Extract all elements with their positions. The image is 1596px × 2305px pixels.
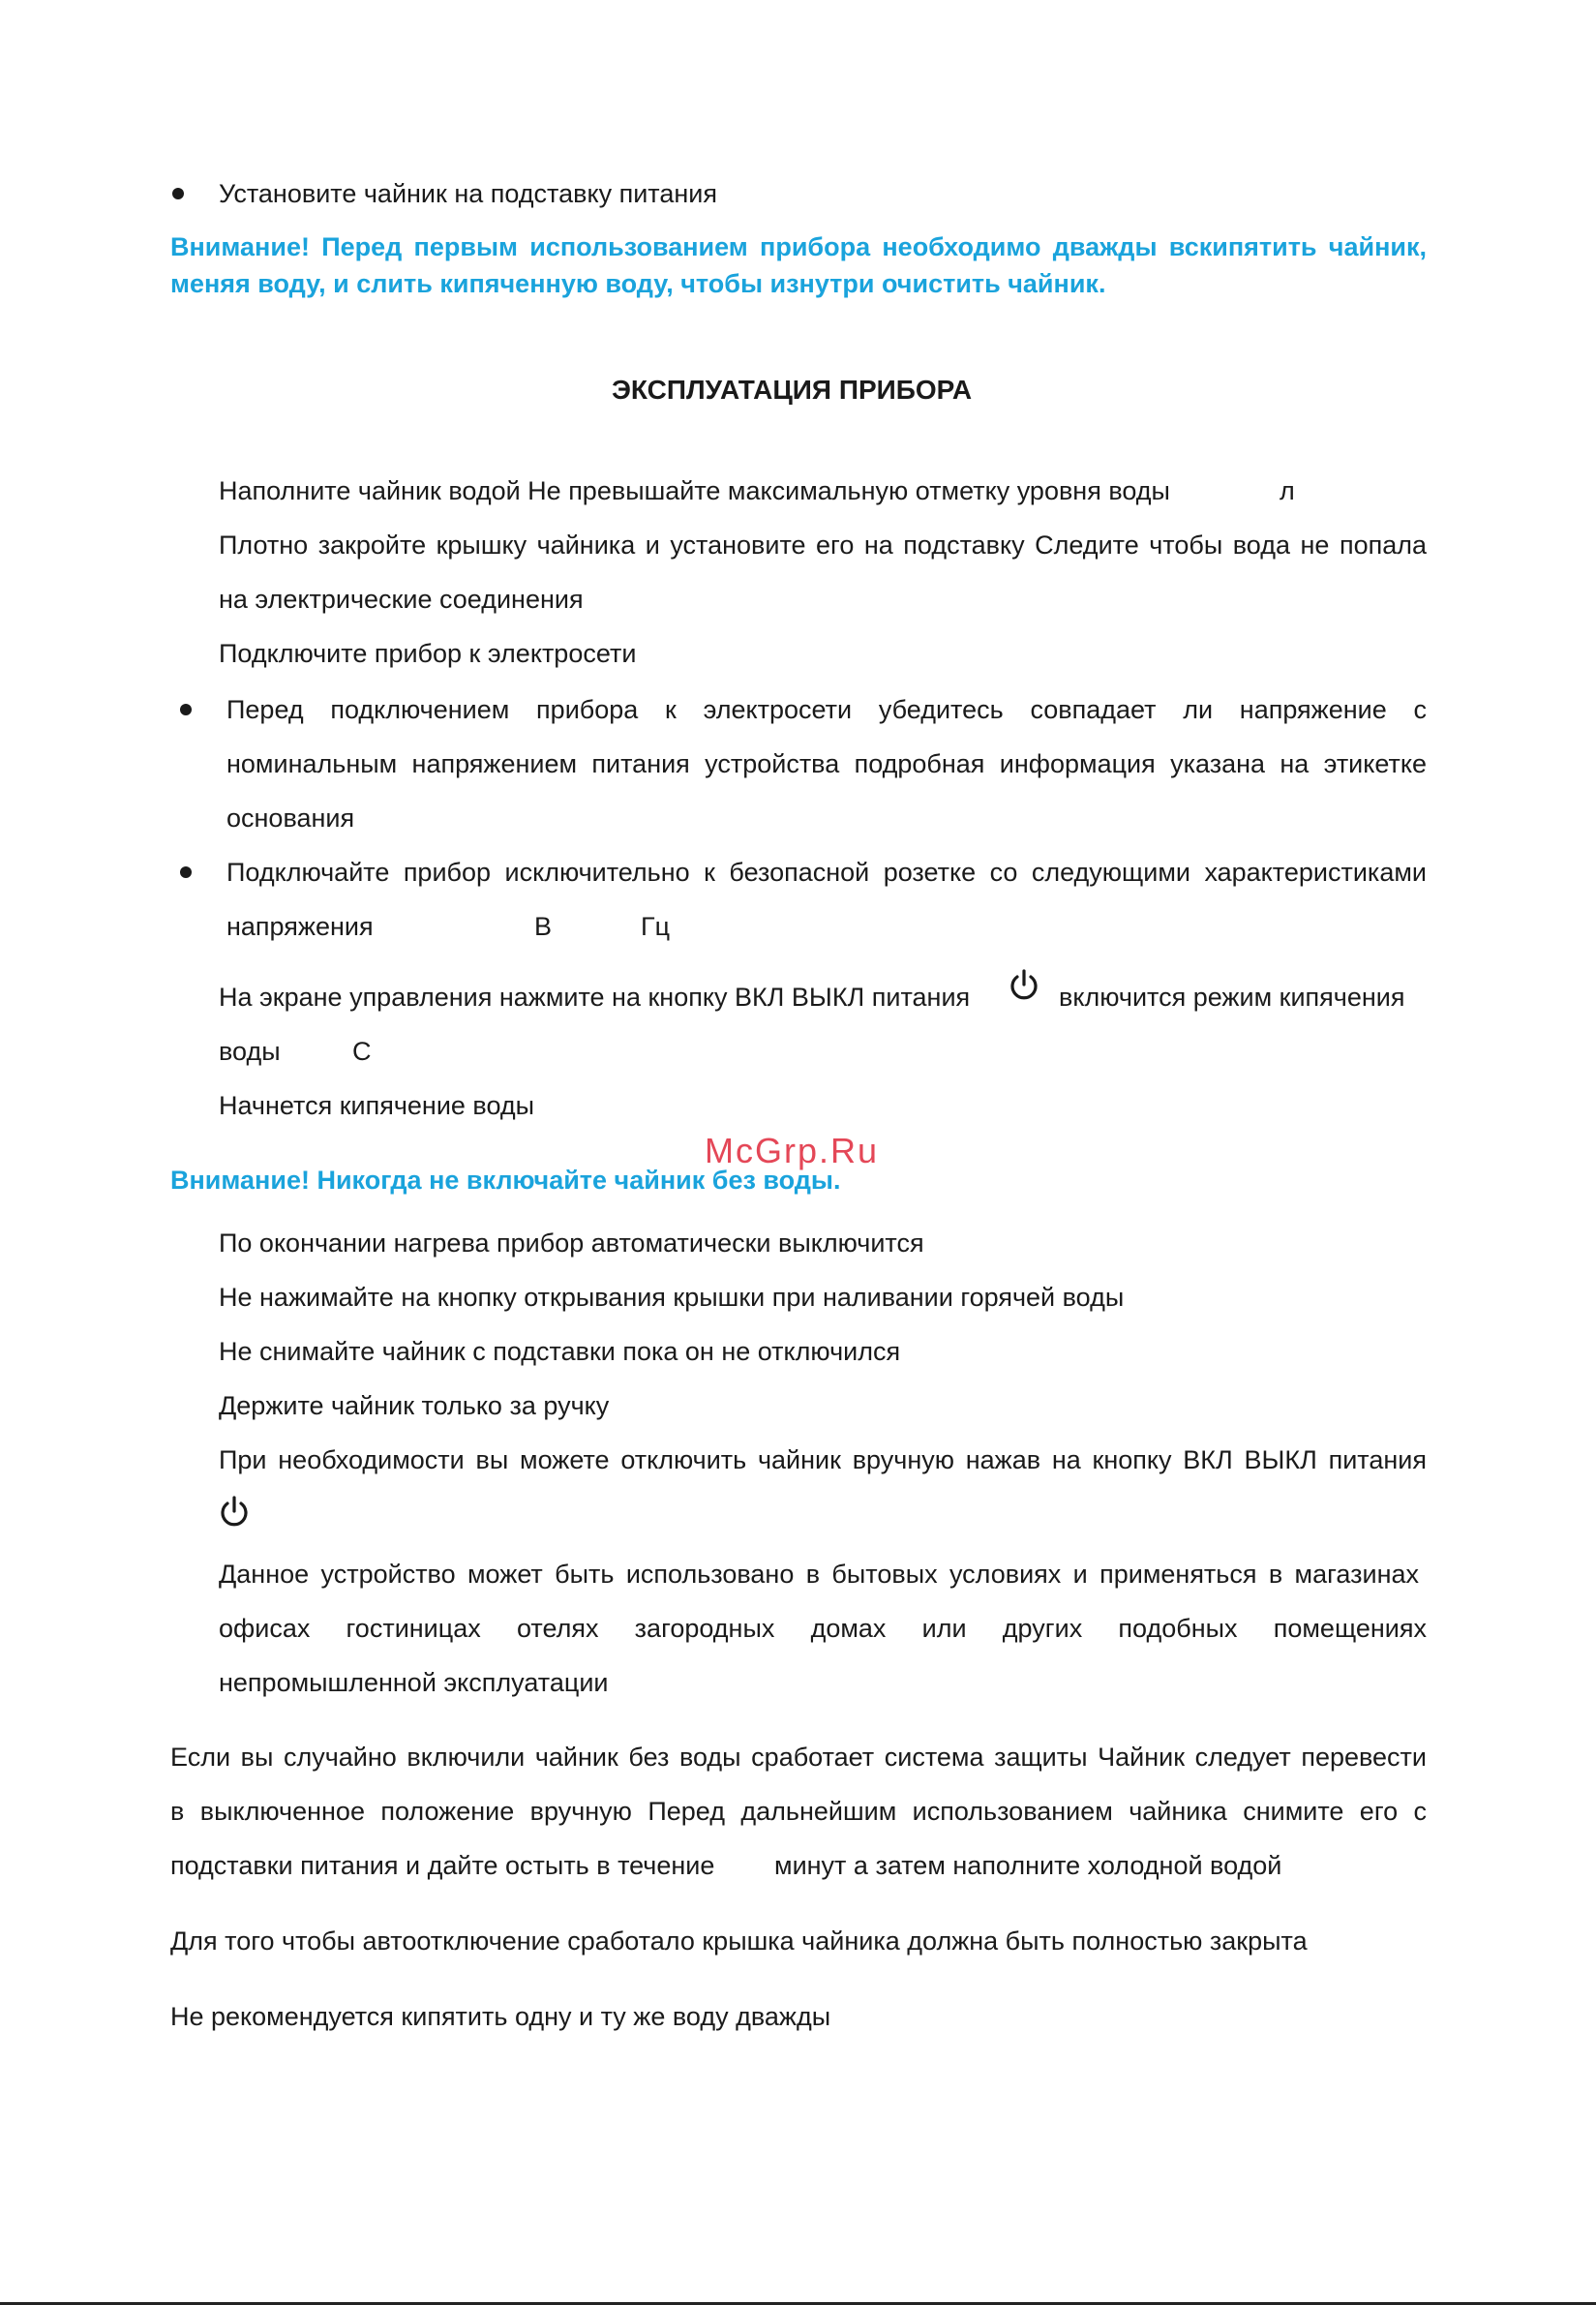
protection-line3-part1: подставки питания и дайте остыть в течение	[170, 1851, 715, 1880]
protection-line3-part2: минут а затем наполните холодной водой	[774, 1851, 1282, 1880]
usage-conditions-line1: Данное устройство может быть использовано в бытовых условиях и применяться в магазинах	[219, 1560, 1419, 1589]
connect-power-line: Подключите прибор к электросети	[219, 639, 637, 668]
bullet-dot	[172, 188, 184, 199]
power-on-line1-part1: На экране управления нажмите на кнопку ВКЛ ВЫКЛ питания	[219, 983, 971, 1012]
install-kettle-line: Установите чайник на подставку питания	[219, 179, 717, 208]
check-voltage-line2: номинальным напряжением питания устройства подробная информация указана на этикетке	[226, 749, 1427, 778]
usage-conditions-line3: непромышленной эксплуатации	[219, 1668, 609, 1697]
lid-button-line: Не нажимайте на кнопку открывания крышки при наливании горячей воды	[219, 1283, 1125, 1312]
no-reboil-line: Не рекомендуется кипятить одну и ту же воду дважды	[170, 2002, 831, 2031]
watermark: McGrp.Ru	[705, 1131, 880, 1170]
power-icon	[1007, 968, 1041, 1003]
protection-line1: Если вы случайно включили чайник без воды сработает система защиты Чайник следует перевести	[170, 1743, 1427, 1772]
power-on-line1-part2: включится режим кипячения	[1059, 983, 1405, 1012]
frequency-unit: Гц	[641, 912, 671, 941]
usage-conditions-line2: офисах гостиницах отелях загородных домах или других подобных помещениях	[219, 1614, 1427, 1643]
bullet-dot	[180, 866, 192, 878]
fill-water-line: Наполните чайник водой Не превышайте максимальную отметку уровня воды	[219, 476, 1170, 505]
close-lid-line1: Плотно закройте крышку чайника и установите его на подставку Следите чтобы вода не попала	[219, 531, 1427, 560]
safe-socket-line2: напряжения	[226, 912, 374, 941]
warning-first-use-line2: меняя воду, и слить кипяченную воду, чтобы изнутри очистить чайник.	[170, 269, 1106, 298]
boiling-starts-line: Начнется кипячение воды	[219, 1091, 535, 1120]
safe-socket-line1: Подключайте прибор исключительно к безопасной розетке со следующими характеристиками	[226, 858, 1427, 887]
auto-off-line: По окончании нагрева прибор автоматически выключится	[219, 1228, 924, 1258]
warning-no-water: Внимание! Никогда не включайте чайник без воды.	[170, 1166, 841, 1195]
check-voltage-line3: основания	[226, 804, 355, 833]
protection-line2: в выключенное положение вручную Перед дальнейшим использованием чайника снимите его с	[170, 1797, 1427, 1826]
section-title: ЭКСПЛУАТАЦИЯ ПРИБОРА	[612, 375, 973, 405]
power-icon	[217, 1495, 252, 1530]
power-on-line2: воды	[219, 1037, 281, 1066]
fill-water-unit: л	[1280, 476, 1295, 505]
bullet-dot	[180, 704, 192, 715]
do-not-remove-line: Не снимайте чайник с подставки пока он не отключился	[219, 1337, 901, 1366]
hold-handle-line: Держите чайник только за ручку	[219, 1391, 610, 1420]
voltage-unit: В	[534, 912, 553, 941]
temperature-unit: С	[352, 1037, 372, 1066]
lid-closed-line: Для того чтобы автоотключение сработало крышка чайника должна быть полностью закрыта	[170, 1926, 1308, 1956]
manual-off-line: При необходимости вы можете отключить чайник вручную нажав на кнопку ВКЛ ВЫКЛ питания	[219, 1445, 1427, 1474]
close-lid-line2: на электрические соединения	[219, 585, 584, 614]
warning-first-use-line1: Внимание! Перед первым использованием прибора необходимо дважды вскипятить чайник,	[170, 232, 1427, 261]
check-voltage-line1: Перед подключением прибора к электросети убедитесь совпадает ли напряжение с	[226, 695, 1427, 724]
